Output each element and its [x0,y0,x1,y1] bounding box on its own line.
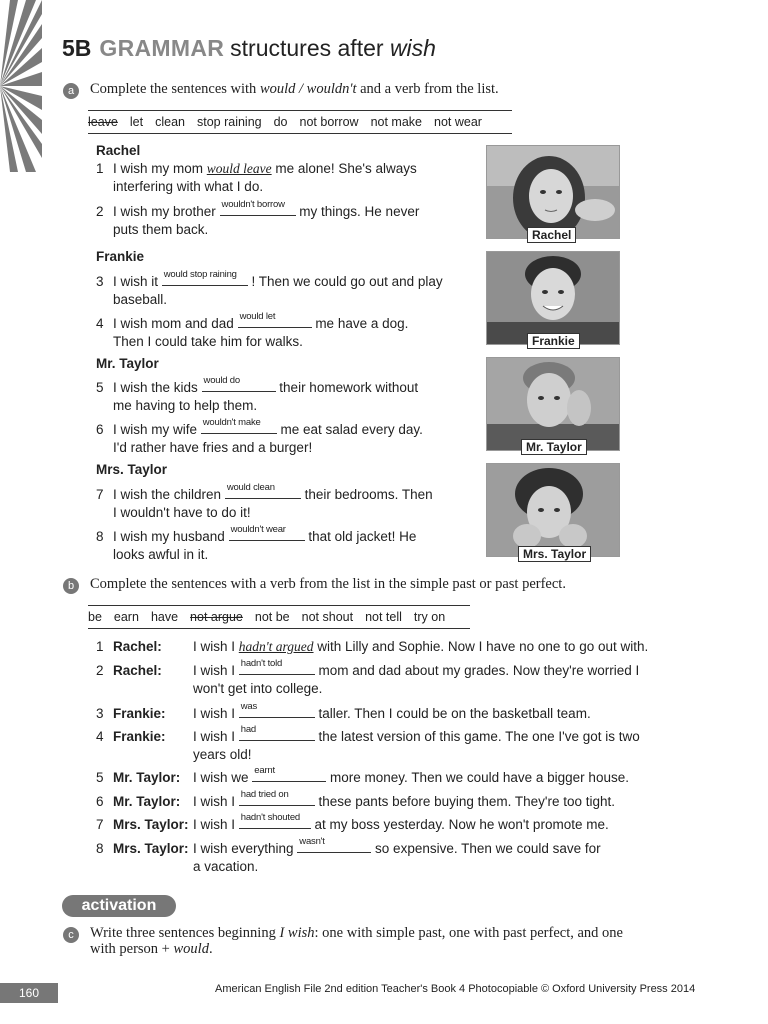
item-number: 4 [96,729,104,744]
item-line [96,765,629,787]
topic-italic: wish [389,35,436,61]
item-number: 8 [96,841,104,856]
exercise-a-item [96,199,420,239]
item-text-before: I wish it [113,274,162,289]
item-text-before: I wish we [193,770,253,785]
activation-badge: c [63,927,79,943]
item-line [96,160,417,178]
item-number: 3 [96,274,104,289]
word-list-item: be [88,610,102,624]
photo-mr-taylor [486,357,620,451]
answer-blank [252,765,326,782]
answer-blank [201,417,277,434]
item-line [96,524,417,546]
item-text-after: mom and dad about my grades. Now they're worried I [314,663,640,678]
word-list-item: not shout [301,610,354,624]
answer-blank [239,789,315,806]
item-line-2: looks awful in it. [113,547,209,562]
word-list-item: earn [113,610,139,624]
item-number: 1 [96,161,104,176]
speaker-name: Rachel: [113,663,162,678]
item-number: 7 [96,817,104,832]
exercise-a-item [96,524,417,564]
item-number: 4 [96,316,104,331]
item-text-after: me eat salad every day. [276,422,423,437]
handwritten-answer: wouldn't wear [230,524,286,535]
item-text-after: that old jacket! He [304,529,417,544]
item-line [96,375,419,397]
photo-label-frankie: Frankie [527,333,580,349]
item-line [96,701,591,723]
exercise-a-item [96,311,409,351]
handwritten-answer: hadn't shouted [240,812,300,823]
item-line [96,789,616,811]
item-text-before: I wish my wife [113,422,201,437]
exercise-b-item [96,658,640,698]
item-number: 7 [96,487,104,502]
page-title [62,35,436,62]
item-line [96,269,443,291]
exercise-b-item [96,812,609,834]
item-line-2: I'd rather have fries and a burger! [113,440,313,455]
answer-blank [239,724,315,741]
exercise-b-item [96,701,591,723]
item-line-2: interfering with what I do. [113,179,264,194]
item-text-after: with Lilly and Sophie. Now I have no one to go out with. [313,639,649,654]
speaker-name: Frankie: [113,729,166,744]
item-line-2: puts them back. [113,222,209,237]
item-line [96,417,423,439]
item-line-2: me having to help them. [113,398,258,413]
exercise-b-badge: b [63,578,79,594]
item-text-before: I wish everything [193,841,298,856]
speaker-name: Mr. Taylor: [113,794,181,809]
item-line-2: won't get into college. [193,681,323,696]
speaker-name: Rachel: [113,639,162,654]
item-text-after: so expensive. Then we could save for [371,841,601,856]
item-line [96,658,640,680]
sunburst-decoration [0,0,42,172]
speaker-name: Mr. Taylor: [113,770,181,785]
item-text-before: I wish I [193,663,239,678]
answer-example: hadn't argued [238,639,314,654]
item-text-before: I wish the kids [113,380,202,395]
item-text-before: I wish my brother [113,204,220,219]
handwritten-answer: had [240,724,257,735]
item-number: 6 [96,794,104,809]
handwritten-answer: wouldn't borrow [221,199,285,210]
word-list-item: not wear [434,115,482,129]
answer-blank [238,311,312,328]
photo-label-rachel: Rachel [527,227,576,243]
item-line-2: a vacation. [193,859,259,874]
exercise-b-instruction: Complete the sentences with a verb from the list in the simple past or past perfect. [90,576,566,592]
item-text-before: I wish I [193,794,239,809]
name-mr-taylor: Mr. Taylor [96,356,159,371]
item-line [96,638,648,656]
item-line [96,724,640,746]
item-text-after: more money. Then we could have a bigger house. [326,770,629,785]
exercise-a-badge: a [63,83,79,99]
item-text-after: these pants before buying them. They're too tight. [314,794,616,809]
item-text-before: I wish I [193,817,239,832]
item-number: 5 [96,380,104,395]
item-line [96,812,609,834]
answer-example: would leave [206,161,272,176]
exercise-a-instruction: Complete the sentences with would / wouldn't and a verb from the list. [90,81,499,97]
item-text-after: ! Then we could go out and play [247,274,443,289]
section-name: GRAMMAR [99,35,225,61]
photo-label-mrs-taylor: Mrs. Taylor [518,546,591,562]
item-text-after: my things. He never [295,204,420,219]
handwritten-answer: had tried on [240,789,289,800]
item-line-2: years old! [193,747,252,762]
handwritten-answer: hadn't told [240,658,283,669]
item-number: 3 [96,706,104,721]
answer-blank [225,482,301,499]
answer-blank [239,701,315,718]
exercise-b-item [96,836,601,876]
word-list-item: not borrow [299,115,359,129]
handwritten-answer: wouldn't make [202,417,261,428]
word-list-item: do [273,115,288,129]
answer-blank [220,199,296,216]
exercise-a-item [96,160,417,196]
item-text-after: taller. Then I could be on the basketball team. [314,706,591,721]
item-text-after: me have a dog. [311,316,409,331]
answer-blank [229,524,305,541]
item-text-before: I wish my husband [113,529,229,544]
handwritten-answer: would let [239,311,276,322]
speaker-name: Mrs. Taylor: [113,841,189,856]
handwritten-answer: earnt [254,765,275,776]
word-list-item: let [129,115,144,129]
exercise-a-item [96,375,419,415]
item-line [96,836,601,858]
word-list-b [88,605,470,629]
word-list-item: try on [413,610,446,624]
item-text-before: I wish my mom [113,161,207,176]
answer-blank [239,812,311,829]
page-number: 160 [0,983,58,1003]
answer-blank [297,836,371,853]
item-number: 2 [96,663,104,678]
topic: structures after [230,35,384,61]
activation-instruction: Write three sentences beginning I wish: one with simple past, one with past perfect, and one with person + would. [90,925,623,957]
photo-mrs-taylor [486,463,620,557]
answer-blank [202,375,276,392]
item-text-after: at my boss yesterday. Now he won't promote me. [310,817,609,832]
item-text-before: I wish mom and dad [113,316,238,331]
name-mrs-taylor: Mrs. Taylor [96,462,168,477]
item-text-before: I wish I [193,639,239,654]
word-list-item: not tell [365,610,402,624]
item-line [96,311,409,333]
handwritten-answer: would do [203,375,240,386]
item-text-after: their homework without [275,380,419,395]
word-list-item: have [150,610,179,624]
name-frankie: Frankie [96,249,145,264]
word-list-item: clean [155,115,185,129]
item-number: 2 [96,204,104,219]
item-line-2: baseball. [113,292,168,307]
item-text-before: I wish the children [113,487,225,502]
word-list-item: stop raining [196,115,262,129]
exercise-a-item [96,417,423,457]
handwritten-answer: would clean [226,482,275,493]
activation-heading: activation [62,895,176,917]
speaker-name: Mrs. Taylor: [113,817,189,832]
name-rachel: Rachel [96,143,141,158]
exercise-a-item [96,269,443,309]
word-list-item: not be [254,610,290,624]
item-text-after: their bedrooms. Then [300,487,433,502]
item-text-after: me alone! She's always [271,161,417,176]
speaker-name: Frankie: [113,706,166,721]
photo-frankie [486,251,620,345]
item-number: 8 [96,529,104,544]
item-number: 6 [96,422,104,437]
word-list-item: not make [370,115,422,129]
word-list-a [88,110,512,134]
exercise-b-item [96,789,616,811]
unit-number: 5B [62,35,92,61]
handwritten-answer: wasn't [299,836,325,847]
exercise-b-item [96,638,648,656]
item-line [96,199,420,221]
item-number: 5 [96,770,104,785]
exercise-b-item [96,724,640,764]
answer-blank [162,269,248,286]
item-text-before: I wish I [193,706,239,721]
item-text-before: I wish I [193,729,239,744]
exercise-a-item [96,482,433,522]
handwritten-answer: would stop raining [163,269,237,280]
word-list-item: leave [88,115,118,129]
footer-credits: American English File 2nd edition Teacher's Book 4 Photocopiable © Oxford University Press 2014 [215,983,696,995]
photo-label-mr-taylor: Mr. Taylor [521,439,587,455]
item-text-after: the latest version of this game. The one I've got is two [314,729,640,744]
exercise-b-item [96,765,629,787]
word-list-item: not argue [190,610,243,624]
item-line-2: Then I could take him for walks. [113,334,303,349]
photo-rachel [486,145,620,239]
item-line-2: I wouldn't have to do it! [113,505,251,520]
item-line [96,482,433,504]
answer-blank [239,658,315,675]
item-number: 1 [96,639,104,654]
handwritten-answer: was [240,701,258,712]
